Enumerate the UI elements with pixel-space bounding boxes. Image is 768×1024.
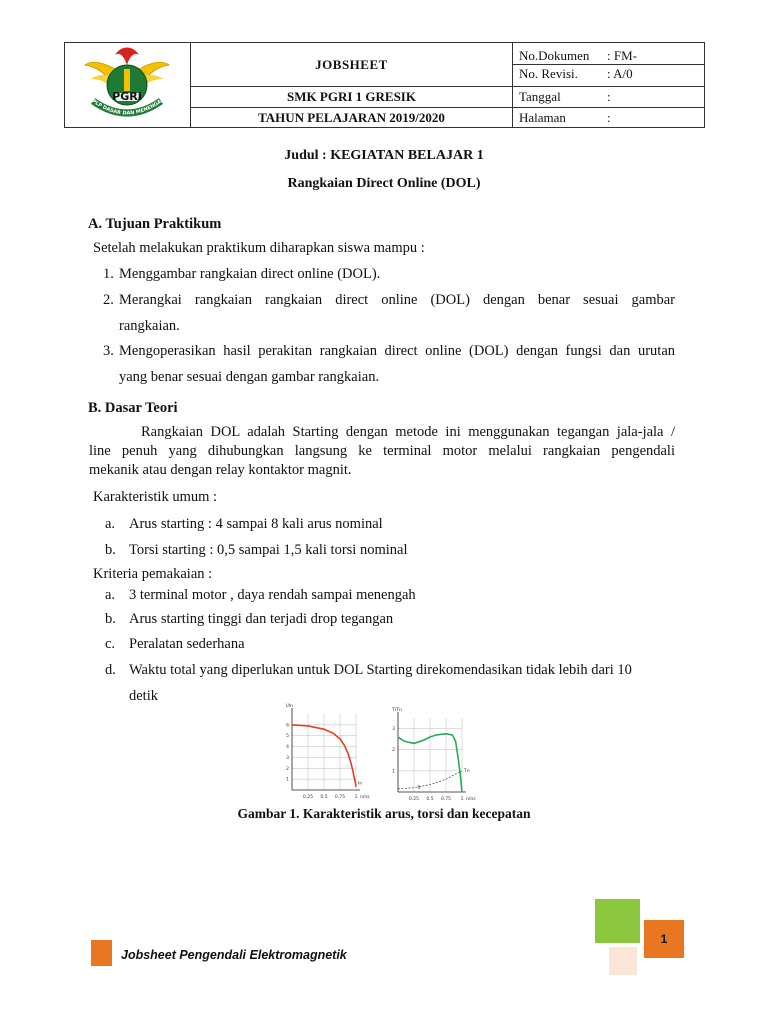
meta-key: Tanggal xyxy=(519,89,561,104)
list-item: Merangkai rangkaian rangkaian direct online (DOL) dengan benar sesuai gambar xyxy=(119,292,675,308)
section-a-intro: Setelah melakukan praktikum diharapkan siswa mampu : xyxy=(93,240,425,256)
torque-chart xyxy=(380,706,484,804)
section-b-title: B. Dasar Teori xyxy=(88,400,178,416)
list-letter: d. xyxy=(105,662,116,678)
judul-heading: Judul : KEGIATAN BELAJAR 1 xyxy=(284,148,484,163)
pgri-logo xyxy=(71,45,183,121)
list-item-cont: detik xyxy=(129,688,158,704)
y-tick-label: 2 xyxy=(286,766,289,772)
meta-value: : FM- xyxy=(607,47,637,63)
meta-cell-3 xyxy=(513,108,705,128)
y-tick-label: 1 xyxy=(392,769,395,775)
footer-light-square xyxy=(609,947,637,975)
x-tick-label: 0.25 xyxy=(408,797,420,802)
y-tick-label: 2 xyxy=(392,748,395,754)
school-name: SMK PGRI 1 GRESIK xyxy=(191,87,513,108)
kriteria-title: Kriteria pemakaian : xyxy=(93,566,213,582)
paragraph-line: line penuh yang dihubungkan langsung ke terminal motor melalui rangkaian pengendali xyxy=(89,443,675,459)
list-item: 3 terminal motor , daya rendah sampai menengah xyxy=(129,587,416,603)
list-number: 1. xyxy=(103,266,114,282)
x-axis-label: n/ns xyxy=(360,795,370,800)
list-letter: b. xyxy=(105,611,116,627)
section-a-title: A. Tujuan Praktikum xyxy=(88,216,222,232)
y-tick-label: 3 xyxy=(286,755,289,761)
x-tick-label: 0.25 xyxy=(302,795,314,800)
list-item: Menggambar rangkaian direct online (DOL). xyxy=(119,266,381,282)
list-item: Arus starting tinggi dan terjadi drop tegangan xyxy=(129,611,394,627)
jobsheet-title: JOBSHEET xyxy=(191,43,513,87)
school-year: TAHUN PELAJARAN 2019/2020 xyxy=(191,108,513,128)
y-tick-label: 3 xyxy=(392,727,395,733)
meta-key: Halaman xyxy=(519,109,566,125)
logo-ring-text: PLP DASAR DAN MENENGA xyxy=(90,98,163,117)
annotation-label: Tr xyxy=(417,785,422,791)
list-item-cont: yang benar sesuai dengan gambar rangkaian. xyxy=(119,369,380,385)
footer-orange-square xyxy=(91,940,112,966)
footer-green-square xyxy=(595,899,640,943)
x-tick-label: 1 xyxy=(354,795,358,800)
list-item-cont: rangkaian. xyxy=(119,318,180,334)
annotation-label: In xyxy=(358,781,363,787)
current-chart xyxy=(272,700,376,804)
subtitle-heading: Rangkaian Direct Online (DOL) xyxy=(287,176,481,191)
x-tick-label: 0.75 xyxy=(440,797,452,802)
list-number: 2. xyxy=(103,292,114,308)
footer-text: Jobsheet Pengendali Elektromagnetik xyxy=(121,948,347,962)
logo-text: PGRI xyxy=(112,90,142,103)
paragraph-line: Rangkaian DOL adalah Starting dengan metode ini menggunakan tegangan jala-jala / xyxy=(141,424,675,440)
list-item: Torsi starting : 0,5 sampai 1,5 kali torsi nominal xyxy=(129,542,408,558)
meta-key: No.Dokumen xyxy=(519,47,590,63)
list-letter: c. xyxy=(105,636,116,652)
header-table xyxy=(64,42,705,128)
y-axis-label: T/Tn xyxy=(392,708,402,713)
karakteristik-title: Karakteristik umum : xyxy=(93,489,218,505)
list-item: Mengoperasikan hasil perakitan rangkaian direct online (DOL) dengan fungsi dan urutan xyxy=(119,343,675,359)
y-tick-label: 5 xyxy=(286,734,289,740)
list-letter: a. xyxy=(105,587,116,603)
meta-cell-0 xyxy=(513,43,705,87)
list-item: Waktu total yang diperlukan untuk DOL Starting direkomendasikan tidak lebih dari 10 xyxy=(129,662,632,678)
y-tick-label: 1 xyxy=(286,777,289,783)
meta-value: : xyxy=(607,89,611,104)
y-tick-label: 4 xyxy=(286,745,289,751)
logo-cell xyxy=(65,43,191,128)
x-tick-label: 0.5 xyxy=(426,797,434,802)
x-tick-label: 1 xyxy=(460,797,464,802)
meta-value: : xyxy=(607,109,611,125)
annotation-label: Tn xyxy=(464,768,470,774)
x-tick-label: 0.5 xyxy=(320,795,328,800)
list-letter: b. xyxy=(105,542,116,558)
paragraph-line: mekanik atau dengan relay kontaktor magnit. xyxy=(89,462,352,478)
list-letter: a. xyxy=(105,516,116,532)
figure-caption: Gambar 1. Karakteristik arus, torsi dan kecepatan xyxy=(237,806,531,821)
meta-cell-2 xyxy=(513,87,705,108)
y-tick-label: 6 xyxy=(286,723,289,729)
meta-key: No. Revisi. xyxy=(519,65,578,81)
y-axis-label: I/In xyxy=(286,704,294,709)
page-number: 1 xyxy=(660,932,668,946)
list-item: Arus starting : 4 sampai 8 kali arus nominal xyxy=(129,516,383,532)
x-axis-label: n/ns xyxy=(466,797,476,802)
list-number: 3. xyxy=(103,343,114,359)
meta-value: : A/0 xyxy=(607,65,633,81)
x-tick-label: 0.75 xyxy=(334,795,346,800)
list-item: Peralatan sederhana xyxy=(129,636,245,652)
page-number-box xyxy=(644,920,684,958)
